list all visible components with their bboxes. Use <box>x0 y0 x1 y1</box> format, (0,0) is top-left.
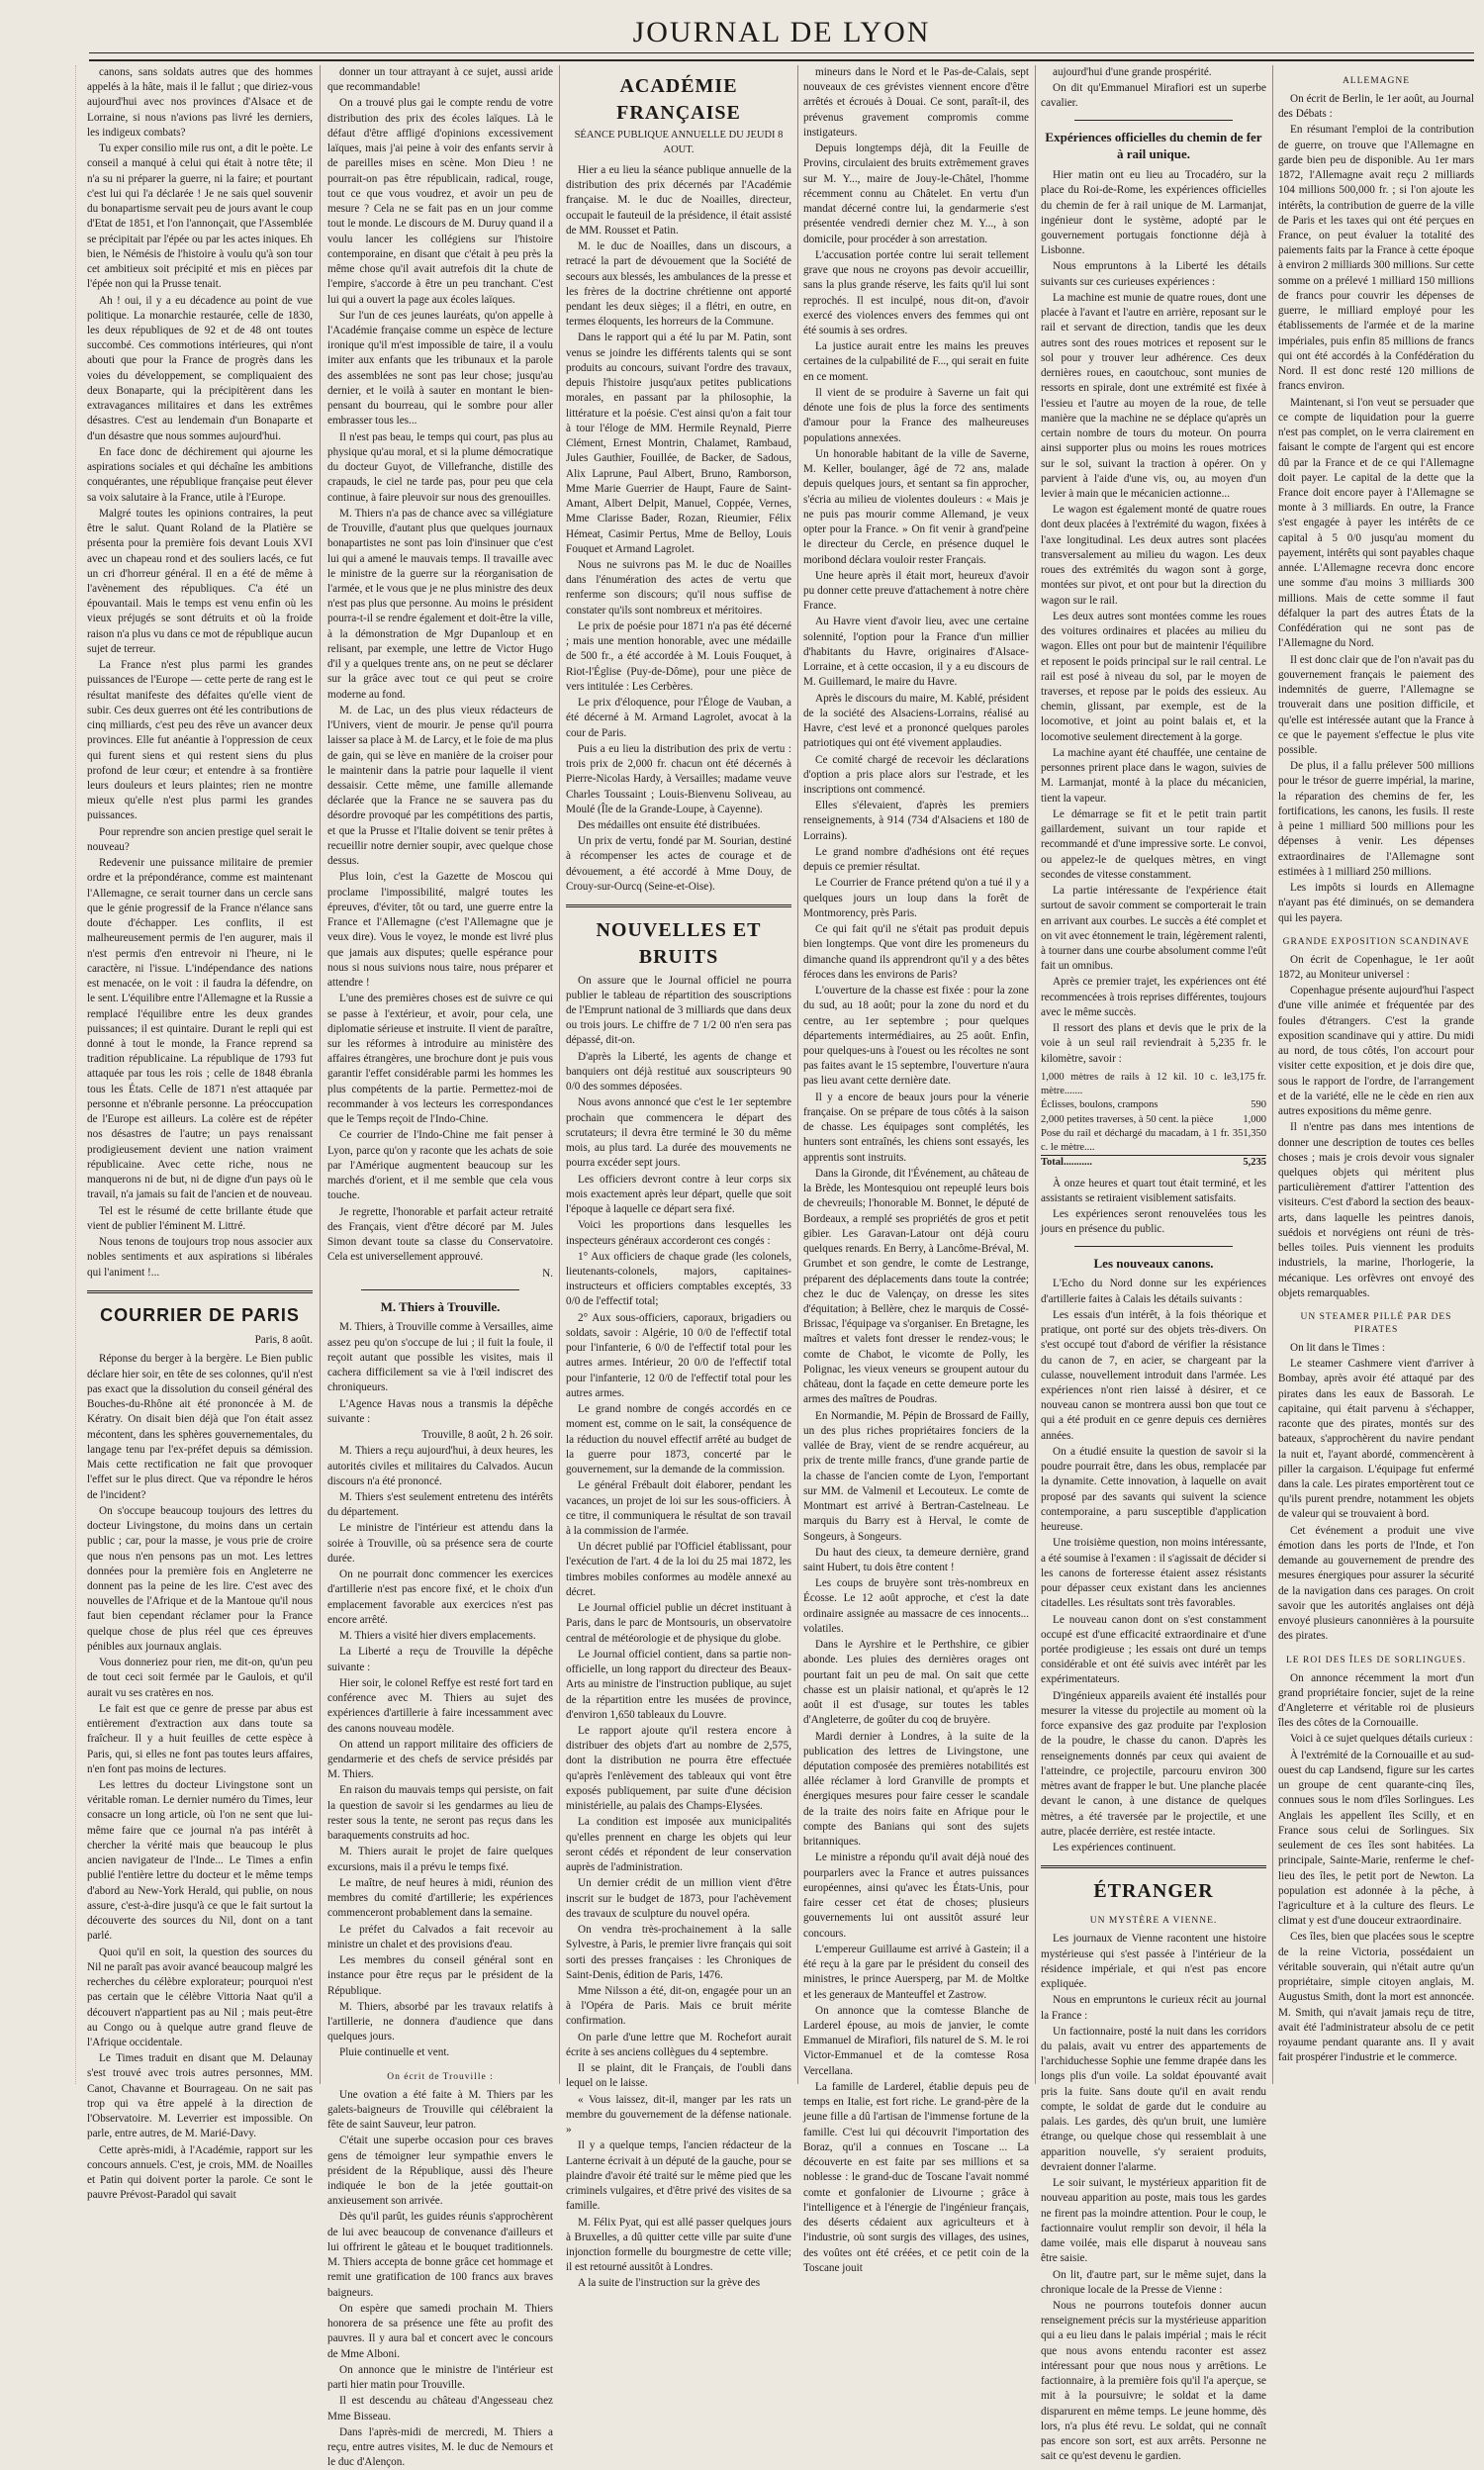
paragraph: On a étudié ensuite la question de savoir si la poudre pourrait être, dans les obus, remplacée par la dynamite. Cette innovation, à laquelle on avait proposé par des savants qui suivent la science contemporaine, a paru susceptible d'application heureuse. <box>1041 1445 1266 1534</box>
subsection-heading: ALLEMAGNE <box>1342 76 1411 86</box>
paragraph: Nous ne pourrons toutefois donner aucun renseignement précis sur la mystérieuse apparition qui a eu lieu dans le palais impérial ; mais le récit que nous avons entendu raconter est assez intéressant pour que nous nous y arrêtions. Le factionnaire, à la première fois qu'il l'a aperçue, se mit à la poursuivre; le soldat et la dame disparurent en même temps. Le jeune homme, dès lors, n'a plus été revu. Le soldat, qui ne connaît pas encore son sort, est aux arrêts. Personne ne sait ce qu'est devenu le gardien. <box>1041 2299 1266 2463</box>
paragraph: Les coups de bruyère sont très-nombreux en Écosse. Le 12 août approche, et c'est la date ordinaire assignée au massacre de ces innocents... volatiles. <box>803 1577 1029 1635</box>
paragraph: M. Thiers, absorbé par les travaux relatifs à l'artillerie, ne donnera d'audience que dans quelques jours. <box>327 2000 553 2043</box>
paragraph: L'accusation portée contre lui serait tellement grave que nous ne croyons pas devoir accueillir, sans la plus grande réserve, les faits qu'il lui sont reprochés. Il est inculpé, nous dit-on, d'avoir exercé des violences envers des femmes qui ont été soumis à ses ordres. <box>803 248 1029 336</box>
paragraph: La France n'est plus parmi les grandes puissances de l'Europe — cette perte de rang est le résultat manifeste des défaites qu'elle vient de subir. Ces deux guerres ont été les contributions de cinq milliards, c'est peu des rêve un avancer deux provinces. Elle fut anéantie à l'oppression de ceux qui furent siens et qui restent siens du plus profond de leur cœur; et entendre à sa frontière leurs douleurs et leurs plaintes; rien ne montre mieux qu'elle n'est plus parmi les grandes puissances. <box>87 659 313 822</box>
cost-table <box>1041 1071 1266 1171</box>
paragraph: On assure que le Journal officiel ne pourra publier le tableau de répartition des souscriptions de l'Emprunt national de 3 milliards que dans deux ou trois jours. Le chiffre de 7 1/2 00 n'en sera pas dépassé, dit-on. <box>566 974 791 1047</box>
section-heading: Expériences officielles du chemin de fer à rail unique. <box>1045 129 1262 162</box>
column-5 <box>1041 65 1266 2463</box>
paragraph: Copenhague présente aujourd'hui l'aspect d'une ville animée et fréquentée par des foules d'étrangers. C'est la grande exposition scandinave qui y attire. Du midi au nord, de tous côtés, l'on accourt pour visiter cette exposition, et je dois dire que, sous le rapport de l'ordre, de l'arrangement et de la variété, elle ne le cède en rien aux autres expositions du même genre. <box>1278 985 1474 1118</box>
paragraph: M. le duc de Noailles, dans un discours, a retracé la part de dévouement que la Société de secours aux blessés, les ambulances de la presse et les frères de la doctrine chrétienne ont apporté pendant les deux sièges; il a flétri, en outre, en termes éloquents, les horreurs de la Commune. <box>566 240 791 329</box>
paragraph: Depuis longtemps déjà, dit la Feuille de Provins, circulaient des bruits extrêmement graves sur M. Y..., maire de Jouy-le-Châtel, l'homme récemment connu au Châtelet. En vertu d'un mandat décerné contre lui, la gendarmerie s'est présentée vendredi dernier chez M. Y..., à son domicile, pour procéder à son arrestation. <box>803 142 1029 245</box>
paragraph: Le fait est que ce genre de presse par abus est entièrement d'extraction aux dans toute sa fraîcheur. Il y a huit feuilles de cette espèce à Paris, qui, si elles ne font pas toutes leurs affaires, n'en font pas moins de lectures. <box>87 1702 313 1775</box>
paragraph: Les expériences seront renouvelées tous les jours en présence du public. <box>1041 1208 1266 1236</box>
column-rule <box>797 65 798 2084</box>
paragraph: Le grand nombre de congés accordés en ce moment est, comme on le sait, la conséquence de la réduction du nouvel effectif arrêté au budget de la guerre pour 1873, concerté par le gouvernement, sur la demande de la commission. <box>566 1403 791 1476</box>
paragraph: Les essais d'un intérêt, à la fois théorique et pratique, ont porté sur des objets très-divers. On s'est occupé tout d'abord de vérifier la résistance du canon de 7, en acier, se chargeant par la culasse, nouvellement introduit dans l'armée. Les expériences n'ont rien laissé à désirer, et ce nouveau canon se montrera aussi bon que tout ce qui a été produit en ce genre depuis ces dernières années. <box>1041 1308 1266 1442</box>
column-rule <box>320 65 321 2084</box>
table-cell: 1,350 <box>1243 1127 1266 1139</box>
paragraph: Le Times traduit en disant que M. Delaunay s'est trouvé avec trois autres personnes, MM. Canot, Chavanne et Bourrageau. On ne sait pas trop qui va être appelé à la direction de l'Observatoire. M. Leverrier est impossible. On parle, entre autres, de M. Marié-Davy. <box>87 2052 313 2140</box>
paragraph: Quoi qu'il en soit, la question des sources du Nil ne paraît pas avoir avancé beaucoup malgré les recherches du célèbre explorateur; pourquoi n'est pas certain que le célèbre Vittoria Naat qu'il a découvert n'appartient pas au Nil ; mais peut-être au Congo ou à quelque autre grand fleuve de l'Afrique occidentale. <box>87 1946 313 2048</box>
column-6 <box>1278 65 1474 2084</box>
table-row <box>1041 1071 1266 1099</box>
column-rule <box>1035 65 1036 2084</box>
paragraph: Nous tenons de toujours trop nous associer aux nobles sentiments et aux aspirations si libérales qui l'animent !... <box>87 1236 313 1279</box>
paragraph: Nous empruntons à la Liberté les détails suivants sur ces curieuses expériences : <box>1041 260 1266 288</box>
paragraph: Il est donc clair que de l'on n'avait pas du gouvernement français le paiement des indemnités de guerre, l'Allemagne se trouverait dans une position difficile, et qu'elle est intéressée autant que la France à ce que le payement s'effectue le plus vite possible. <box>1278 653 1474 756</box>
paragraph: Un décret publié par l'Officiel établissant, pour l'exécution de l'art. 4 de la loi du 25 mai 1872, les timbres mobiles conformes au modèle annexé au décret. <box>566 1541 791 1598</box>
paragraph: A la suite de l'instruction sur la grève des <box>578 2277 761 2290</box>
paragraph: Dans la Gironde, dit l'Événement, au château de la Brède, les Montesquiou ont repeuplé leurs bois de chevreuils; l'honorable M. Bonnet, le député de Bordeaux, a remplé ses propriétés de gros et petit gibier. Les Garavan-Latour ont déjà couru quelques renards. En Berry, à Lancôme-Bréval, M. Grumbet et son gendre, le comte de Lestrange, préparent des déplacements dans toute la contrée; chez le duc de Valençay, on dresse les sites d'équitation; à Bellère, chez le marquis de Cossé-Brissac, l'équipage va s'organiser. En Bretagne, les maîtres et valets font dresser le rendez-vous; le comte de Chabot, le vicomte de Polly, les Polignac, les vieux veneurs se groupent autour du château, dont la façade en cette demeure porte les armes des maîtres de Poudras. <box>803 1167 1029 1406</box>
paragraph: M. Thiers a visité hier divers emplacements. <box>339 1630 536 1643</box>
paragraph: Mme Nilsson a été, dit-on, engagée pour un an à l'Opéra de Paris. Mais ce bruit mérite confirmation. <box>566 1985 791 2028</box>
paragraph: Ce courrier de l'Indo-Chine me fait penser à Lyon, parce qu'on y raconte que les achats de soie par l'Amérique augmentent beaucoup sur les marchés d'orient, et il me semble que cela vous touche. <box>327 1129 553 1202</box>
paragraph: Une troisième question, non moins intéressante, a été soumise à l'examen : il s'agissait de décider si les canons de forteresse étaient assez résistants pour dépasser ceux existant dans les anciennes citadelles. Les résultats sont très favorables. <box>1041 1537 1266 1610</box>
section-heading: M. Thiers à Trouville. <box>380 1298 501 1314</box>
paragraph: Les journaux de Vienne racontent une histoire mystérieuse qui s'est passée à l'intérieur de la résidence impériale, et qui n'est pas encore expliquée. <box>1041 1933 1266 1991</box>
paragraph: Voici à ce sujet quelques détails curieux : <box>1290 1733 1473 1746</box>
paragraph: Ce comité chargé de recevoir les déclarations d'option a pris place alors sur l'estrade, et les inscriptions ont commencé. <box>803 753 1029 797</box>
paragraph: Après le discours du maire, M. Kablé, président de la société des Alsaciens-Lorrains, réalisé au Havre, c'est levé et a prononcé quelques paroles patriotiques qui ont été vivement applaudies. <box>803 692 1029 750</box>
paragraph: Puis a eu lieu la distribution des prix de vertu : trois prix de 2,000 fr. chacun ont été décernés à Pierre-Nicolas Hardy, à Versailles; madame veuve Charles Toussaint ; Louis-Bienvenu Soliveau, au Moulé (Île de la Grande-Loupe, à Cayenne). <box>566 742 791 815</box>
paragraph: Vous donneriez pour rien, me dit-on, qu'un peu de tout ceci soit fermée par le Gaulois, et qu'il aurait vu ses cratères en nos. <box>87 1657 313 1699</box>
paragraph: Le prix d'éloquence, pour l'Éloge de Vauban, a été décerné à M. Armand Lagrolet, avocat à la cour de Paris. <box>566 697 791 739</box>
paragraph: Les deux autres sont montées comme les roues des voitures ordinaires et placées au milieu du wagon. Elles ont pour but de maintenir l'équilibre et reposent le poids principal sur le rail central. Le rail est posé à niveau du sol, par le moyen de traverses, et repose par le poids des essieux. Au chemin, glissant, par exemple, est de la locomotive, et joint au point balais et, et la locomotive seulement directement à la gorge. <box>1041 610 1266 743</box>
paragraph: Après ce premier trajet, les expériences ont été recommencées à trois reprises différentes, toujours avec le même succès. <box>1041 976 1266 1018</box>
paragraph: L'Agence Havas nous a transmis la dépêche suivante : <box>327 1397 553 1425</box>
paragraph: Il ressort des plans et devis que le prix de la voie à un seul rail reviendrait à 5,235 fr. le kilomètre, savoir : <box>1041 1022 1266 1065</box>
paragraph: Dans l'après-midi de mercredi, M. Thiers a reçu, entre autres visites, M. le duc de Nemours et le duc d'Alençon. <box>327 2425 553 2469</box>
paragraph: La Liberté a reçu de Trouville la dépêche suivante : <box>327 1646 553 1673</box>
paragraph: M. Félix Pyat, qui est allé passer quelques jours à Bruxelles, a dû quitter cette ville par suite d'une injonction formelle du bourgmestre de cette ville; il est retourné aussitôt à Londres. <box>566 2216 791 2274</box>
paragraph: Pour reprendre son ancien prestige quel serait le nouveau? <box>87 825 313 853</box>
paragraph: Il est descendu au château d'Angesseau chez Mme Bisseau. <box>327 2395 553 2422</box>
paragraph: Le nouveau canon dont on s'est constamment occupé est d'une efficacité extraordinaire et d'une portée prodigieuse ; les essais ont duré un temps considérable et ont été suivis avec intérêt par les expérimentateurs. <box>1041 1613 1266 1686</box>
table-cell: 590 <box>1251 1099 1266 1111</box>
section-divider <box>1041 1865 1266 1868</box>
subsection-heading: GRANDE EXPOSITION SCANDINAVE <box>1282 936 1470 947</box>
paragraph: Hier a eu lieu la séance publique annuelle de la distribution des prix décernés par l'Académie française. M. le duc de Noailles, directeur, occupait le fauteuil de la présidence, il était assisté de MM. Rousset et Patin. <box>566 163 791 237</box>
paragraph: On lit, d'autre part, sur le même sujet, dans la chronique locale de la Presse de Vienne : <box>1041 2268 1266 2296</box>
paragraph: Mardi dernier à Londres, à la suite de la publication des lettres de Livingstone, une députation composée des premières notabilités est allée réclamer à lord Granville de prompts et énergiques mesures pour faire cesser le scandale de la traite des noirs faite en Afrique pour le compte des Banians qui sont des sujets britanniques. <box>803 1730 1029 1849</box>
paragraph: Les lettres du docteur Livingstone sont un véritable roman. Le dernier numéro du Times, leur consacre un long article, où l'on ne sent que lui-même faire que ce journal n'a pas intérêt à chercher la vérité mais que beaucoup le plus ancien navigateur de l'Inde... Le Times a enfin publié l'entière lettre du docteur et le même temps d'abord au New-York Herald, qui publie, on nous assure, c'est-à-dire jusqu'à ce que le fait surtout la découverte des sources du Nil, dont on a tant parlé. <box>87 1779 313 1943</box>
column-2 <box>327 65 553 2469</box>
paragraph: Redevenir une puissance militaire de premier ordre et la prépondérance, comme est maintenant l'Allemagne, ce serait tourner dans un cercle sans que le génie progressif de la France n'élance sans doute d'échapper. Les conflits, il est malheureusement permis de l'en augurer, mais il n'est permis d'en entrevoir ni l'heure, ni le caractère, ni l'issue. L'indépendance des nations est menacée, on le voit : il faudra la défendre, on le sent. L'équilibre entre l'Allemagne et la Russie a remplacé l'équilibre entre les deux grandes puissances; il est quintaire. Durant le repli qui est donné à tout le monde, la France reprend sa tradition républicaine. La république de 1793 fut attaquée par tous les rois ; celle de 1848 ébranla tous les États. Celle de 1871 n'est attaquée par personne et n'ébranle personne. La préoccupation de l'Europe est ailleurs. La colère est de répéter nos désastres de l'autre; un pays renaissant prodigieusement devient une nation vraiment républicaine. Avec cette riche, nous ne manquerons ni de but, ni de digne d'un pays où le travail, n'a jamais su fait de l'ancien et de nouveau. <box>87 857 313 1201</box>
paragraph: Les impôts si lourds en Allemagne n'ayant pas été diminués, on se demandera qui les payera. <box>1278 882 1474 924</box>
paragraph: On annonce que la comtesse Blanche de Larderel épouse, au mois de janvier, le comte Emmanuel de Mirafiori, fils naturel de S. M. le roi Victor-Emmanuel et de la comtesse Rosa Vercellana. <box>803 2004 1029 2077</box>
paragraph: M. Thiers s'est seulement entretenu des intérêts du département. <box>327 1491 553 1519</box>
paragraph: Il y a quelque temps, l'ancien rédacteur de la Lanterne écrivait à un député de la gauche, pour se plaindre d'avoir été traité sur le même pied que les criminels vulgaires, et d'être privé des visites de sa famille. <box>566 2139 791 2213</box>
paragraph: Le démarrage se fit et le petit train partit gaillardement, suivant un tour rapide et recommandé et d'une impressive sorte. Le convoi, ou appelez-le de quelques mètres, en vingt secondes de vitesse constamment. <box>1041 808 1266 881</box>
paragraph: M. Thiers, à Trouville comme à Versailles, aime assez peu qu'on s'occupe de lui ; il fuit la foule, il reçoit autant que possible les visites, mais il cachera difficilement sa vie à l'œil indiscret des chroniqueurs. <box>327 1321 553 1394</box>
paragraph: Nous en empruntons le curieux récit au journal la France : <box>1041 1994 1266 2022</box>
paragraph: Il vient de se produire à Saverne un fait qui dénote une fois de plus la force des sentiments d'amour pour la France des malheureuses populations annexées. <box>803 386 1029 444</box>
paragraph: La machine est munie de quatre roues, dont une placée à l'avant et l'autre en arrière, reposant sur le rail et servant de direction, tandis que les deux autres sont des roues motrices et reposent sur le sol pour y trouver leur adhérence. Ces deux dernières roues, en caoutchouc, sont munies de ressorts en spirale, dont une extrémité est fixée à l'essieu et l'autre au moyen de la roue, de telle manière que la machine ne se déplace qu'après un certain nombre de tours du moteur. On pourra ainsi supporter plus ou moins les roues motrices sur le sol, suivant la traction à opérer. On y parvient à l'aide d'une vis, ou, au moyen d'un levier à main que le mécanicien actionne... <box>1041 291 1266 500</box>
paragraph: La famille de Larderel, établie depuis peu de temps en Italie, est fort riche. Le grand-père de la jeune fille a dû l'artisan de l'immense fortune de la famille. C'est lui qui découvrit l'importation des Boraz, qu'il a connues en Toscane ... La découverte en est faite par ses millions et sa noblesse : le grand-duc de Toscane l'avait nommé comte et gonfalonier de Livourne ; grâce à l'intelligence et à l'énergie de l'ingénieur français, des déserts cédaient aux agriculteurs et à l'industrie, où sont surgis des villages, des usines, des voûtes ont été créées, et ce petit coin de la Toscane jouit <box>803 2080 1029 2274</box>
column-rule <box>1272 65 1273 2084</box>
paragraph: Le prix de poésie pour 1871 n'a pas été décerné ; mais une mention honorable, avec une médaille de 500 fr., a été accordée à M. Louis Fouquet, à Riot-l'Église (Puy-de-Dôme), pour une pièce de vers intitulée : Les Cerbères. <box>566 619 791 693</box>
paragraph: Malgré toutes les opinions contraires, la peut être le salut. Quant Roland de la Platière se présenta pour la première fois devant Louis XVI avec un chapeau rond et des souliers lacés, ce fut un cri d'horreur général. Il en a été de même à l'avènement des républiques. C'a été un épouvantail. Mais le temps est venu enfin où les vieux préjugés se sont détruits et où la froide raison n'a plus vu dans ce mot de république aucun sujet de terreur. <box>87 507 313 655</box>
paragraph: On écrit de Berlin, le 1er août, au Journal des Débats : <box>1278 92 1474 121</box>
paragraph: Le maître, de neuf heures à midi, réunion des membres du comité d'artillerie; les expériences commenceront probablement dans la semaine. <box>327 1876 553 1920</box>
paragraph: aujourd'hui d'une grande prospérité. <box>1053 66 1212 78</box>
fold-mark <box>75 65 77 2084</box>
dateline: Trouville, 8 août, 2 h. 26 soir. <box>421 1429 553 1442</box>
paragraph: La condition est imposée aux municipalités qu'elles prennent en charge les objets qui leur seront cédés et répondent de leur conservation auprès de l'administration. <box>566 1816 791 1874</box>
paragraph: En face donc de déchirement qui ajourne les aspirations sociales et qui déchaîne les ambitions conquérantes, une république française peut élever sa voix salutaire à la France, utile à l'Europe. <box>87 445 313 504</box>
column-rule <box>559 65 560 2084</box>
paragraph: Pluie continuelle et vent. <box>339 2046 450 2059</box>
paragraph: Hier matin ont eu lieu au Trocadéro, sur la place du Roi-de-Rome, les expériences officielles du chemin de fer à rail unique de M. Larmanjat, ingénieur dont le système, adopté par le gouvernement portugais fonctionne déjà à Lisbonne. <box>1041 169 1266 257</box>
section-subtitle: SÉANCE PUBLIQUE ANNUELLE DU JEUDI 8 AOUT. <box>574 130 784 155</box>
paragraph: Le steamer Cashmere vient d'arriver à Bombay, après avoir été attaqué par des pirates dans les eaux de Bassorah. Le capitaine, qui était parvenu à s'échapper, raconte que des pirates, montés sur des bateaux, s'approchèrent du navire pendant la nuit et, l'ayant abordé, commencèrent à piller la cargaison. L'équipage fut enfermé dans la cale. Les pirates emportèrent tout ce qu'ils purent prendre, notamment les objets de valeur qui se trouvaient à bord. <box>1278 1358 1474 1521</box>
paragraph: On vendra très-prochainement à la salle Sylvestre, à Paris, le premier livre français qui soit sorti des presses françaises : les Chroniques de Saint-Denis, édition de Paris, 1476. <box>566 1924 791 1981</box>
paragraph: Des médailles ont ensuite été distribuées. <box>578 818 761 831</box>
table-cell: Pose du rail et déchargé du macadam, à 1 fr. 35 c. le mètre.... <box>1041 1127 1244 1154</box>
paragraph: On parle d'une lettre que M. Rochefort aurait écrite à ses anciens collègues du 4 septembre. <box>566 2031 791 2058</box>
paragraph: Les expériences continuent. <box>1053 1842 1176 1854</box>
section-divider <box>87 1290 313 1293</box>
paragraph: Le ministre de l'intérieur est attendu dans la soirée à Trouville, où sa présence sera de courte durée. <box>327 1522 553 1565</box>
signature: N. <box>542 1267 553 1280</box>
subsection-heading: On écrit de Trouville : <box>387 2071 494 2082</box>
paragraph: Dans le rapport qui a été lu par M. Patin, sont venus se joindre les différents talents qui se sont produits au concours, suivant l'ordre des travaux, depuis l'histoire jusqu'aux petites publications morales, en passant par la philosophie, la littérature et la poésie. C'est ainsi qu'on a fait tour à tour l'éloge de MM. Hermile Reynald, Pierre Clément, Ernest Montrin, Chalamet, Rambaud, Jules Gauthier, Fouillée, de Backer, de Sadous, Alix Laprune, Paul Albert, Bruno, Ramborson, Mme Marie Guerrier de Haupt, Faure de Saint-Amant, Albert Delpit, Manuel, Coppée, Vernes, Mme Clarisse Bader, Rozan, Rieumier, Félix Hémeat, Casimir Pertus, Mme de Belloy, Louis Fouquet et Armand Lagrolet. <box>566 332 791 555</box>
paragraph: 2° Aux sous-officiers, caporaux, brigadiers ou soldats, savoir : Algérie, 10 0/0 de l'effectif total pour l'infanterie, 6 0/0 de l'effectif total pour les autres armes. Intérieur, 20 0/0 de l'effectif total pour l'infanterie, 12 0/0 de l'effectif total pour les autres armes. <box>566 1311 791 1399</box>
paragraph: La machine ayant été chauffée, une centaine de personnes prirent place dans le wagon, suivies de M. Larmanjat, monté à la place du mécanicien, tient la vapeur. <box>1041 746 1266 805</box>
paragraph: On annonce que le ministre de l'intérieur est parti hier matin pour Trouville. <box>327 2363 553 2392</box>
paragraph: Sur l'un de ces jeunes lauréats, qu'on appelle à l'Académie française comme un espèce de lecture ironique qu'il m'est impossible de taire, il a voulu imiter aux enfants que les tribunaux et la parole des assemblées ne sont pas leur chose; jusqu'au dernier, et le voilà à sauter en montant le bien-pensant du bourreau, qui le sombre pour aller embrasser tous les... <box>327 309 553 428</box>
paragraph: Le rapport ajoute qu'il restera encore à distribuer des objets d'art au nombre de 2,575, dont la distribution ne pourra être effectuée qu'après l'enlèvement des tableaux qui vont être exposés publiquement, par suite d'une décision ministérielle, au palais des Champs-Elysées. <box>566 1725 791 1813</box>
paragraph: Le ministre a répondu qu'il avait déjà noué des pourparlers avec la France et autres puissances européennes, ainsi qu'avec les États-Unis, pour faire cesser cet état de choses; plusieurs gouvernements lui ont aussitôt assuré leur concours. <box>803 1852 1029 1940</box>
paragraph: Cet événement a produit une vive émotion dans les ports de l'Inde, et l'on demande au gouvernement de prendre des mesures énergiques pour assurer la sécurité de la navigation dans ces parages. On croit savoir que les autorités anglaises ont déjà envoyé plusieurs canonnières à la poursuite des pirates. <box>1278 1524 1474 1643</box>
paragraph: Nous ne suivrons pas M. le duc de Noailles dans l'énumération des actes de vertu que renferme son discours; qu'il nous suffise de constater qu'ils sont nombreux et méritoires. <box>566 559 791 617</box>
paragraph: Tu exper consilio mile rus ont, a dit le poète. Le conseil a manqué à celui qui était à notre tête; il n'a su ni préparer la guerre, ni la faire; et pourtant c'est lui qui l'a déclarée ! Je ne sais quel souvenir du bonapartisme servait peu de jours avant le coup d'Etat de 1851, et l'on l'annonçait, que l'Assemblée se précipitait par l'épée ou par les actes iniques. Eh bien, le Némésis de l'histoire à voulu qu'à son tour cet ambitieux soit précipité et mis en pièces par l'épée non qui la Prusse tenait. <box>87 142 313 291</box>
paragraph: Le préfet du Calvados a fait recevoir au ministre un chalet et des provisions d'eau. <box>327 1923 553 1950</box>
paragraph: Le wagon est également monté de quatre roues dont deux placées à l'extrémité du wagon, fixées à l'axe longitudinal. Les deux autres sont placées transversalement au milieu du wagon. Les deux roues des extrémités du wagon sont à gorge, montées sur pivot, et ont pour but la direction du wagon sur le rail. <box>1041 504 1266 607</box>
paragraph: Le Courrier de France prétend qu'on a tué il y a quelques jours un loup dans la forêt de Montmorency, près Paris. <box>803 877 1029 919</box>
paragraph: « Vous laissez, dit-il, manger par les rats un membre du gouvernement de la défense nationale. » <box>566 2093 791 2137</box>
table-row <box>1041 1098 1266 1112</box>
paragraph: On écrit de Copenhague, le 1er août 1872, au Moniteur universel : <box>1278 953 1474 981</box>
paragraph: Le soir suivant, le mystérieux apparition fit de nouveau apparition au poste, mais tous les gardes ne firent pas la moindre attention. Pour le coup, le factionnaire voulut remplir son devoir, il héla la dame voilée, mais elle disparut à nouveau sans être saisie. <box>1041 2177 1266 2265</box>
table-cell: 1,000 mètres de rails à 12 kil. 10 c. le mètre....... <box>1041 1071 1232 1097</box>
table-row <box>1041 1113 1266 1127</box>
paragraph: Réponse du berger à la bergère. Le Bien public déclare hier soir, en tête de ses colonnes, qu'il n'est pas exact que la dissolution du conseil général des Bouches-du-Rhône ait été prononcée à M. de Kératry. On disait bien déjà que l'on était assez mécontent, dans les sphères gouvernementales, du langage tenu par l'ex-préfet depuis sa démission. Mais cette rectification ne fait que provoquer l'effet sur le plus direct. Que va répondre le héros de l'incident? <box>87 1353 313 1501</box>
paragraph: Les membres du conseil général sont en instance pour être reçus par le président de la République. <box>327 1954 553 1997</box>
paragraph: Un honorable habitant de la ville de Saverne, M. Keller, boulanger, âgé de 72 ans, malade depuis quelques jours, et sentant sa fin approcher, s'écria au milieu de violentes douleurs : « Mais je ne puis pas mourir comme Allemand, je veux opter pour la France. » On fit venir à grand'peine le directeur du Cercle, en présence duquel le moribond déclara vouloir rester Français. <box>803 447 1029 566</box>
paragraph: Les officiers devront contre à leur corps six mois exactement après leur départ, quelle que soit l'époque à laquelle ce départ sera fixé. <box>566 1173 791 1216</box>
paragraph: Un dernier crédit de un million vient d'être inscrit sur le budget de 1873, pour l'achèvement des travaux de sculpture du nouvel opéra. <box>566 1877 791 1920</box>
paragraph: À onze heures et quart tout était terminé, et les assistants se retiraient visiblement satisfaits. <box>1041 1177 1266 1204</box>
paragraph: Le Journal officiel contient, dans sa partie non-officielle, un long rapport du directeur des Beaux-Arts au ministre de l'instruction publique, au sujet de la répartition entre les musées de province, d'environ 1,650 tableaux du Louvre. <box>566 1648 791 1721</box>
paragraph: En résumant l'emploi de la contribution de guerre, on trouve que l'Allemagne en garde bien peu de disponible. Au 1er mars 1872, l'Allemagne avait reçu 2 milliards 104 millions 500,000 fr. ; si l'on ajoute les intérêts, la contribution de guerre de la ville de Paris et les taxes qui ont été perçues en France, on peut évaluer la totalité des paiements faits par la France à cette époque à environ 2 milliards 300 millions. Sur cette somme on a prélevé 1 milliard 150 millions de francs pour couvrir les dépenses de guerre, le milliard employé pour les établissements de l'armée et de la marine impériales, puis enfin 85 millions de francs qui ont été accordés à la Confédération du Nord. Il est donc resté 120 millions de francs environ. <box>1278 124 1474 393</box>
paragraph: Ah ! oui, il y a eu décadence au point de vue politique. La monarchie restaurée, celle de 1830, les deux républiques de 92 et de 48 ont toutes succombé. Ces commotions intérieures, qui n'ont abouti que pour la France de progrès dans les voies du développement, se compliquaient des deux Bonaparte, qui la précipitèrent dans les extravagances militaires et dans les extrêmes désastres. C'est au lendemain d'un Bonaparte et d'un désastre que nous sommes aujourd'hui. <box>87 294 313 442</box>
paragraph: Le Journal officiel publie un décret instituant à Paris, dans le parc de Montsouris, un observatoire central de météorologie et de physique du globe. <box>566 1602 791 1645</box>
paragraph: C'était une superbe occasion pour ces braves gens de témoigner leur sympathie envers le président de la République, aussi dès l'heure indiquée le bon de la jetée gouttait-on anxieusement son arrivée. <box>327 2135 553 2208</box>
masthead-rule <box>89 52 1474 53</box>
paragraph: M. de Lac, un des plus vieux rédacteurs de l'Univers, vient de mourir. Je pense qu'il pourra laisser sa place à M. de Larcy, et le foie de ma plus de gain, qui se lève en manière de la croiser pour le maintenir dans la patrie pour laquelle il vient dessaisir. Cette même, une famille allemande déclarée que la France ne se sauvera pas du désordre provoqué par les compétitions des partis, et que la Prusse et l'Italie doivent se tenir prêtes à recueillir notre dernier soupir, avec quelque chose dessus. <box>327 704 553 868</box>
table-cell: Éclisses, boulons, crampons <box>1041 1099 1159 1111</box>
section-heading: ÉTRANGER <box>1093 1880 1214 1903</box>
section-heading: NOUVELLES ET BRUITS <box>596 919 762 969</box>
paragraph: On ne pourrait donc commencer les exercices d'artillerie n'est pas encore fixé, et le choix d'un emplacement favorable aux exercices n'est pas encore arrêté. <box>327 1568 553 1626</box>
paragraph: Une ovation a été faite à M. Thiers par les galets-baigneurs de Trouville qui célébraient la fête de saint Sauveur, leur patron. <box>327 2088 553 2132</box>
section-heading: ACADÉMIE FRANÇAISE <box>616 75 741 125</box>
paragraph: Un factionnaire, posté la nuit dans les corridors du palais, avait vu entrer des appartements de l'archiduchesse Sophie une femme drapée dans les longs plis d'un voile. La soldat épouvanté avait pris la fuite. Sans doute qu'il en avait rendu compte, le soldat de garde dut le conduire au palais. Les gardes, dès qu'un bruit, une lumière étrange, ou quelque chose qui ressemblait à une apparition nouvelle, s'y seraient produits, devraient donner l'alarme. <box>1041 2025 1266 2173</box>
paragraph: M. Thiers a reçu aujourd'hui, à deux heures, les autorités civiles et militaires du Calvados. Aucun discours n'a été prononcé. <box>327 1445 553 1487</box>
paragraph: Le grand nombre d'adhésions ont été reçues depuis ce premier résultat. <box>803 845 1029 874</box>
paragraph: L'ouverture de la chasse est fixée : pour la zone du sud, au 18 août; pour la zone du nord et du centre, au 1er septembre ; pour quelques départements intermédiaires, au 25 août. Enfin, pour quelques-uns à l'ouest ou les récoltes ne sont pas faites avant le 15 septembre, l'ouverture n'aura pas lieu avant cette dernière date. <box>803 985 1029 1088</box>
paragraph: L'Echo du Nord donne sur les expériences d'artillerie faites à Calais les détails suivants : <box>1041 1278 1266 1305</box>
paragraph: Il y a encore de beaux jours pour la vénerie française. On se prépare de tous côtés à la saison de chasse. Les équipages sont complétés, les hunters sont entraînés, les chiens sont essayés, les apprentis sont instruits. <box>803 1091 1029 1164</box>
paragraph: donner un tour attrayant à ce sujet, aussi aride que recommandable! <box>327 66 553 94</box>
paragraph: Ces îles, bien que placées sous le sceptre de la reine Victoria, possédaient un véritable souverain, qui n'était autre qu'un propriétaire, simple citoyen anglais, M. Augustus Smith, dont la mort est annoncée. M. Smith, qui n'avait jamais reçu de titre, avait été l'administrateur absolu de ce petit royaume pendant quarante ans. Il y avait fait prospérer l'industrie et le commerce. <box>1278 1931 1474 2064</box>
paragraph: Elles s'élevaient, d'après les premiers renseignements, à 914 (734 d'Alsaciens et 180 de Lorrains). <box>803 800 1029 842</box>
section-heading: Les nouveaux canons. <box>1093 1255 1214 1271</box>
paragraph: Ce qui fait qu'il ne s'était pas produit depuis bien longtemps. Que vont dire les promeneurs du dimanche quand ils apprendront qu'il y a des bêtes féroces dans les environs de Paris? <box>803 923 1029 981</box>
paragraph: canons, sans soldats autres que des hommes appelés à la hâte, mais il le fallut ; que diriez-vous aujourd'hui avec nos provinces d'Alsace et de Lorraine, si nous n'avions pas livré les derniers, les indigeux combats? <box>87 66 313 139</box>
paragraph: Nous avons annoncé que c'est le 1er septembre prochain que commencera le départ des scrutateurs; il devra être terminé le 30 du même mois, au plus tard. La durée des mouvements ne pourra excéder sept jours. <box>566 1096 791 1170</box>
subsection-heading: LE ROI DES ÎLES DE SORLINGUES. <box>1286 1655 1466 1665</box>
paragraph: Du haut des cieux, ta demeure dernière, grand saint Hubert, tu dois être content ! <box>803 1546 1029 1573</box>
table-cell: 5,235 <box>1243 1157 1266 1169</box>
paragraph: De plus, il a fallu prélever 500 millions pour le trésor de guerre impérial, la marine, la réparation des chemins de fer, les fortifications, les canons, les fusils. Il reste à peine 1 milliard 500 millions pour les dépenses à venir. Les dépenses extraordinaires de l'Allemagne sont estimées à 1 milliard 250 millions. <box>1278 760 1474 878</box>
paragraph: Il n'entre pas dans mes intentions de donner une description de toutes ces belles choses ; mais je crois devoir vous signaler quelques objets qui méritent plus particulièrement d'attirer l'attention des visiteurs. C'est d'abord la section des beaux-arts, dans laquelle les peintres danois, suédois et norvégiens ont réuni de très-belles toiles. Puis viennent les produits industriels, la marine, l'horlogerie, la mécanique. Les orfèvres ont envoyé des objets remarquables. <box>1278 1121 1474 1299</box>
table-cell: 2,000 petites traverses, à 50 cent. la pièce <box>1041 1113 1214 1125</box>
subsection-heading: UN MYSTÈRE A VIENNE. <box>1089 1916 1218 1927</box>
table-cell: 1,000 <box>1243 1113 1266 1125</box>
paragraph: Plus loin, c'est la Gazette de Moscou qui proclame l'impossibilité, malgré toutes les épreuves, d'éviter, tôt ou tard, une guerre entre la France et l'Allemagne (c'est l'Allemagne que je veux dire). Vous le voyez, le monde est livré plus que jamais aux disputes; quelle espérance pour nous si nous suivions nous taire, nous préparer et attendre ! <box>327 871 553 990</box>
paragraph: Il n'est pas beau, le temps qui court, pas plus au physique qu'au moral, et si la plume démocratique du docteur Guyot, de Villefranche, distille des crapauds, le ciel ne tarde pas, pour peu que cela continue, à faire pleuvoir sur nous des grenouilles. <box>327 430 553 504</box>
paragraph: On a trouvé plus gai le compte rendu de votre distribution des prix des écoles laïques. Là le défaut d'être affligé d'opinions excessivement laïques, mais j'ai peine à voir des enfants servir à de pareilles mises en scène. Mon Dieu ! ne pourrait-on pas être républicain, radical, rouge, tout ce que vous voudrez, et avoir un peu de mesure ? Cela ne se fait pas en un jour comme tout le monde. Le discours de M. Duruy quand il a voulu lancer les collégiens sur l'histoire contemporaine, en disant que c'était à peu près la même chose qu'il avait autrefois dit la chute de l'empire, s'accorde à être un peu tranchant. C'est lui qui a ouvert la page aux écoles laïques. <box>327 97 553 306</box>
paragraph: Le général Frébault doit élaborer, pendant les vacances, un projet de loi sur les sous-officiers. À ce titre, il communiquera le résultat de son travail à la commission de l'armée. <box>566 1479 791 1537</box>
paragraph: Un prix de vertu, fondé par M. Sourian, destiné à récompenser les actes de courage et de dévouement, a été accordé à Mme Douy, de Crouy-sur-Ourcq (Seine-et-Oise). <box>566 835 791 893</box>
section-heading: COURRIER DE PARIS <box>100 1304 300 1325</box>
masthead <box>89 6 1474 61</box>
paragraph: M. Thiers aurait le projet de faire quelques excursions, mais il a prévu le temps fixé. <box>327 1846 553 1873</box>
paragraph: On s'occupe beaucoup toujours des lettres du docteur Livingstone, du moins dans un certain public ; car, pour la masse, je vous prie de croire que nous n'en pensons pas un mot. Les lettres données pour la première fois en Angleterre ne donnent pas la peine de les lire. C'est avec des nouvelles de l'Afrique et de la Mantoue qu'il nous faut bien cependant réclamer pour la France quelque chose de plus réel que ces épreuves pénibles aux journaux anglais. <box>87 1504 313 1653</box>
paragraph: Dans le Ayrshire et le Perthshire, ce gibier abonde. Les pluies des dernières orages ont pourtant fait un peu de mal. On sait que cette chasse est un plaisir national, et qu'après le 12 août il est d'usage, sur toutes les tables d'Angleterre, de goûter du coq de bruyère. <box>803 1639 1029 1727</box>
paragraph: Hier soir, le colonel Reffye est resté fort tard en conférence avec M. Thiers au sujet des expériences d'artillerie à faire incessamment avec des canons nouveau modèle. <box>327 1676 553 1735</box>
paragraph: Maintenant, si l'on veut se persuader que ce compte de liquidation pour la guerre n'est pas complet, on le verra clairement en faisant le compte de l'argent qui est encore dû par la France et de ce qui l'Allemagne doit payer. Le capital de la dette que la France doit encore payer à l'Allemagne se monte à 3 milliards. En outre, la France s'est engagée à payer les intérêts de ce capital à 5 0/0 jusqu'au moment du payement, intérêts qui sont payables chaque année. L'Allemagne recevra donc encore une somme d'au moins 3 milliards 300 millions. Mais de cette somme il faut défalquer la part des autres États de la Confédération qui ne sont pas de l'Allemagne du Nord. <box>1278 396 1474 650</box>
paragraph: La justice aurait entre les mains les preuves certaines de la culpabilité de F..., qui serait en fuite en ce moment. <box>803 340 1029 383</box>
paragraph: Dès qu'il parût, les guides réunis s'approchèrent de lui avec beaucoup de convenance d'ailleurs et lui offrirent le gâteau et le bouquet traditionnels. M. Thiers accepta de bonne grâce cet hommage et remit une gratification de 100 francs aux braves baigneurs. <box>327 2211 553 2299</box>
paragraph: M. Thiers n'a pas de chance avec sa villégiature de Trouville, d'autant plus que quelques journaux bonapartistes ne sont pas loin d'insinuer que c'est lui qui a amené le mauvais temps. Il travaille avec le ministre de la guerre sur la réorganisation de l'armée, et le vous que je ne plus ministre des deux n'est pas plus que personne. Au moins le président pourra-t-il se rendre également et doit-être la ville, à la démonstration de Mgr Dupanloup et en relisant, par exemple, une lettre de Victor Hugo d'il y a quelques trente ans, on ne peut se déclarer sur la grâce avec tout ce qui peut se croire moderne au fond. <box>327 507 553 701</box>
paragraph: D'après la Liberté, les agents de change et banquiers ont déjà restitué aux souscripteurs 90 0/0 des sommes déposées. <box>566 1050 791 1093</box>
column-4 <box>803 65 1029 2274</box>
subsection-heading: UN STEAMER PILLÉ PAR DES PIRATES <box>1300 1312 1452 1335</box>
paragraph: Voici les proportions dans lesquelles les inspecteurs généraux accorderont ces congés : <box>566 1219 791 1247</box>
paragraph: L'une des premières choses est de suivre ce qui se passe à l'extérieur, et avoir, pour cela, une diplomatie sérieuse et instruite. Il vient de paraître, sur les réformes à introduire au ministère des affaires étrangères, une brochure dont je puis vous garantir l'effet considérable parmi les hommes les plus compétents de la partie. Permettez-moi de recommander à vos lecteurs les correspondances que le Temps reçoit de l'Indo-Chine. <box>327 993 553 1126</box>
paragraph: En raison du mauvais temps qui persiste, on fait la question de savoir si les gendarmes au lieu de rester sous la tente, ne seront pas reçus dans les baraquements construits ad hoc. <box>327 1784 553 1843</box>
paragraph: On lit dans le Times : <box>1290 1341 1386 1354</box>
section-divider <box>361 1289 519 1290</box>
paragraph: Cette après-midi, à l'Académie, rapport sur les concours annuels. C'est, je crois, MM. de Noailles et Patin qui doivent porter la parole. Ce sont le pauvre Prévost-Paradol qui savait <box>87 2143 313 2202</box>
table-cell: 3,175 fr. <box>1231 1071 1266 1083</box>
section-divider <box>1074 120 1233 121</box>
table-row <box>1041 1127 1266 1156</box>
table-cell: Total........... <box>1041 1157 1092 1169</box>
paragraph: L'empereur Guillaume est arrivé à Gastein; il a été reçu à la gare par le président du conseil des ministres, le prince Auersperg, par M. de Moltke et les generaux de Manteuffel et Zastrow. <box>803 1943 1029 2001</box>
paragraph: En Normandie, M. Pépin de Brossard de Failly, un des plus riches propriétaires fonciers de la vallée de Bray, vient de se rendre acquéreur, au prix de trente mille francs, d'une grande partie de la chasse de l'ancien comte de Lyon, l'emportant sur MM. de Valmenil et Lecouteux. Le comte de Montmart est arrivé à Bertran-Castelneau. Le marquis du Barry est à Herval, le comte de Songeurs, à Songeurs. <box>803 1409 1029 1543</box>
paragraph: La partie intéressante de l'expérience était surtout de savoir comment se comporterait le train en arrivant aux courbes. Le succès a été complet et on vit avec étonnement le train, légèrement ralenti, à tourner dans une courbe absolument comme l'eût fait un omnibus. <box>1041 885 1266 973</box>
paragraph: On espère que samedi prochain M. Thiers honorera de sa présence une fête au profit des pauvres. Il y aura bal et concert avec le concours de Mme Alboni. <box>327 2302 553 2360</box>
paragraph: mineurs dans le Nord et le Pas-de-Calais, sept nouveaux de ces grévistes viennent encore d'être arrêtés et écroués à Douai. Ce sont, paraît-il, des prévenus gravement compromis comme instigateurs. <box>803 66 1029 139</box>
paragraph: On dit qu'Emmanuel Mirafiori est un superbe cavalier. <box>1041 82 1266 110</box>
section-divider <box>1074 1246 1233 1247</box>
paragraph: 1° Aux officiers de chaque grade (les colonels, lieutenants-colonels, majors, capitaines-instructeurs et officiers comptables exceptés, 33 0/0 de l'effectif total; <box>566 1250 791 1308</box>
column-1 <box>87 65 313 2202</box>
paragraph: Je regrette, l'honorable et parfait acteur retraité des Français, vient d'être décoré par M. Jules Simon devant toute sa classe du Conservatoire. Cela est universellement approuvé. <box>327 1205 553 1264</box>
paragraph: Une heure après il était mort, heureux d'avoir pu donner cette preuve d'attachement à notre chère France. <box>803 569 1029 613</box>
column-3 <box>566 65 791 2290</box>
table-total-row <box>1041 1155 1266 1170</box>
paragraph: Tel est le résumé de cette brillante étude que vient de publier l'éminent M. Littré. <box>87 1204 313 1232</box>
section-divider <box>566 904 791 907</box>
paragraph: On annonce récemment la mort d'un grand propriétaire foncier, sujet de la reine d'Angleterre et véritable roi de plusieurs îles des côtes de la Cornouaille. <box>1278 1671 1474 1730</box>
paragraph: On attend un rapport militaire des officiers de gendarmerie et des chefs de service présidés par M. Thiers. <box>327 1738 553 1781</box>
paragraph: Au Havre vient d'avoir lieu, avec une certaine solennité, l'option pour la France d'un millier d'habitants du Havre, originaires d'Alsace-Lorraine, et à cette occasion, il y a eu discours de M. Guillemard, le maire du Havre. <box>803 616 1029 689</box>
dateline: Paris, 8 août. <box>254 1334 313 1347</box>
paragraph: Il se plaint, dit le Français, de l'oubli dans lequel on le laisse. <box>566 2062 791 2090</box>
newspaper-title: JOURNAL DE LYON <box>632 16 931 48</box>
paragraph: À l'extrémité de la Cornouaille et au sud-ouest du cap Landsend, figure sur les cartes un groupe de cent quarante-cinq îles, connues sous le nom d'îles Sorlingues. Les Anglais les appellent îles Scilly, et en France sous celui de Sorlingues. Six seulement de ces îles sont habitées. La principale, Sainte-Marie, renferme le chef-lieu des îles, le petit port de Newton. La population est adonnée à la pêche, à l'agriculture et à la culture des fleurs. Le climat y est d'une douceur extraordinaire. <box>1278 1749 1474 1928</box>
paragraph: D'ingénieux appareils avaient été installés pour mesurer la vitesse du projectile au moment où la force expansive des gaz produite par l'explosion de la poudre, le chasse du canon. D'après les renseignements donnés par ceux qui avaient de l'atteindre, ce projectile, parcouru environ 300 mètres avant de frapper le but. Une planche placée devant le canon, à une distance de quelques mètres, a été traversée par le projectile, et une autre, placée derrière, est restée intacte. <box>1041 1689 1266 1838</box>
